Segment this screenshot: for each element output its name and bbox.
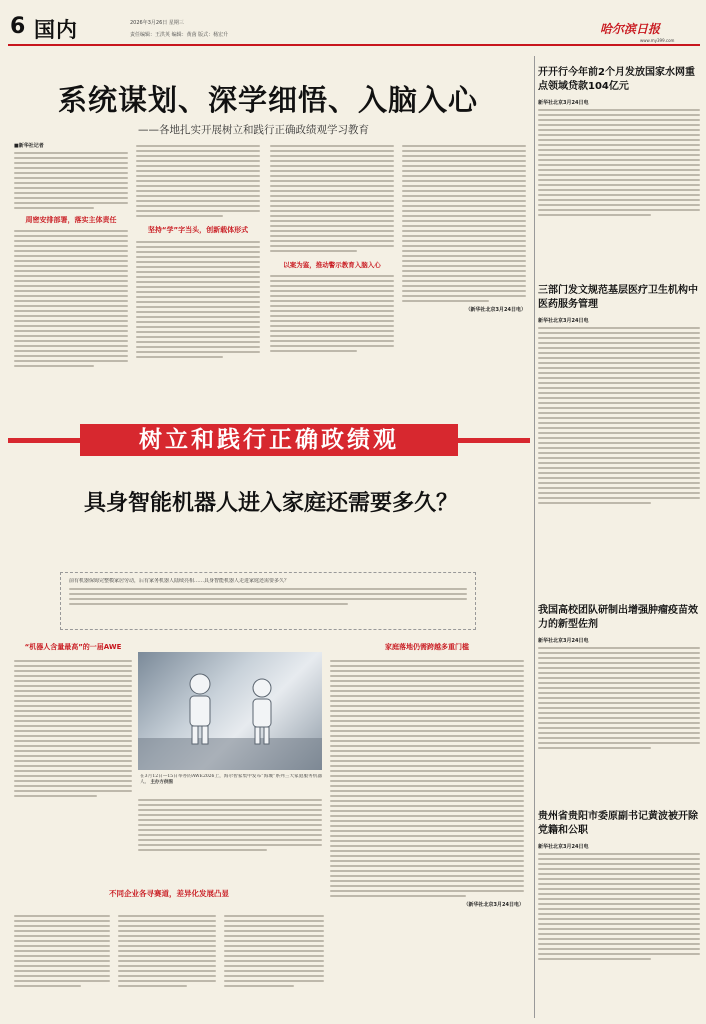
brief-4-dateline: 新华社北京3月24日电 [538,844,589,850]
brief-1 [538,66,700,266]
lead-signoff: （新华社北京3月24日电） [465,307,526,313]
lead-column-3 [270,142,394,400]
brief-2-headline: 三部门发文规范基层医疗卫生机构中医药服务管理 [538,285,698,310]
robot-photo [138,652,322,770]
brief-1-dateline: 新华社北京3月24日电 [538,100,589,106]
brief-3 [538,604,700,800]
brief-4 [538,810,700,1016]
robot-intro: 前有机器保姆完整模家居劳动，后有家务机器人陆续亮相……具身智能机器人走进家庭还需要多久？ [69,578,290,584]
right-column [538,56,700,1018]
robot-signoff: （新华社北京3月24日电） [463,902,524,908]
campaign-banner [8,422,530,458]
lead-subheadline: ——各地扎实开展树立和践行正确政绩观学习教育 [138,124,369,136]
lead-byline: ■新华社记者 [14,143,44,149]
robot-bottom-section [14,870,324,1012]
brief-2-dateline: 新华社北京3月24日电 [538,318,589,324]
photo-caption-text: 在3月12日—15日举办的AWE2026上，海尔智家集中发布“海城”系列三大家庭服务机器人。 [140,774,322,785]
robot-icon [138,652,322,770]
lead-story [8,56,530,416]
lead-subhead-1: 周密安排部署，落实主体责任 [25,216,117,224]
robot-column-2 [138,796,322,866]
robot-headline: 具身智能机器人进入家庭还需要多久？ [83,491,458,516]
robot-bottom-col-3 [224,912,324,1012]
page-number: 6 [10,14,26,39]
banner-text: 树立和践行正确政绩观 [80,424,458,456]
masthead [0,0,706,46]
column-divider [534,56,535,1018]
photo-credit: 主办方供图 [150,780,173,785]
masthead-rule [8,44,700,46]
robot-photo-caption [140,774,322,794]
robot-subhead-1: “机器人含量最高”的一届AWE [24,643,122,651]
issue-date: 2026年3月26日 星期三 [130,20,184,26]
editor-credits: 责任编辑：王洪英 编辑：黄茵 版式：杨宏升 [130,32,229,38]
robot-subhead-2: 家庭落地仍需跨越多重门槛 [385,643,469,651]
paper-name: 哈尔滨日报 [600,22,661,36]
lead-column-1 [14,142,128,400]
lead-column-4 [402,142,526,400]
lead-subhead-2: 坚持“学”字当头，创新载体形式 [147,226,249,234]
robot-intro-box [60,572,476,630]
brief-3-dateline: 新华社北京3月24日电 [538,638,589,644]
website: www.my399.com [640,38,675,43]
brief-4-headline: 贵州省贵阳市委原副书记黄波被开除党籍和公职 [538,811,698,836]
robot-column-3 [330,638,524,1012]
lead-headline: 系统谋划、深学细悟、入脑入心 [57,83,478,117]
robot-bottom-col-2 [118,912,216,1012]
brief-2 [538,284,700,584]
robot-bottom-col-1 [14,912,110,1012]
brief-1-headline: 开开行今年前2个月发放国家水网重点领域贷款104亿元 [538,67,695,92]
lead-subhead-3: 以案为鉴，推动警示教育入脑入心 [283,261,381,269]
lead-column-2 [136,142,260,400]
section-title: 国内 [34,18,78,42]
robot-story [8,466,530,1018]
robot-subhead-3: 不同企业各寻赛道，差异化发展凸显 [109,889,229,898]
brief-3-headline: 我国高校团队研制出增强肿瘤疫苗效力的新型佐剂 [538,605,698,630]
